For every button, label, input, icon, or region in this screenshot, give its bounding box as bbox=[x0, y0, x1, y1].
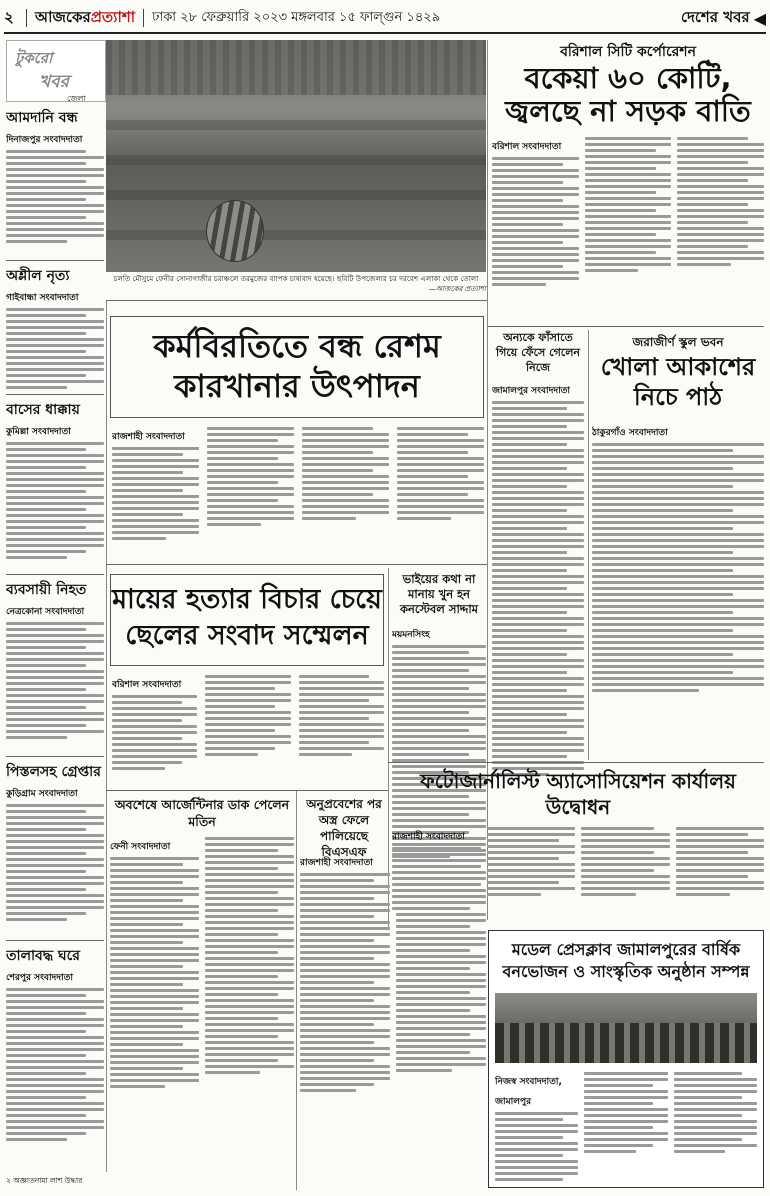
divider bbox=[488, 326, 764, 327]
brief-kicker: কুড়িগ্রাম সংবাদদাতা bbox=[6, 789, 78, 799]
divider bbox=[6, 260, 104, 261]
story-kicker: রাজশাহী সংবাদদাতা bbox=[112, 432, 185, 442]
school-tag: জরাজীর্ণ স্কুল ভবন bbox=[632, 335, 724, 349]
field-row bbox=[106, 230, 486, 240]
argentina-body bbox=[110, 834, 294, 1188]
logo-dark: আজকের bbox=[35, 7, 91, 26]
brief-headline: বাসের ধাক্কায় bbox=[6, 402, 80, 418]
date-line: ঢাকা ২৮ ফেব্রুয়ারি ২০২৩ মঙ্গলবার ১৫ ফাল্গুন ১৪২৯ bbox=[152, 9, 441, 25]
brief-item[interactable] bbox=[6, 578, 104, 752]
news-brief-box bbox=[6, 40, 106, 102]
divider bbox=[6, 756, 104, 757]
group-photo bbox=[495, 993, 757, 1063]
argentina-headline[interactable]: অবশেষে আর্জেন্টিনার ডাক পেলেন মতিন bbox=[114, 797, 290, 829]
press-club-box[interactable] bbox=[488, 930, 764, 1188]
barisal-headline[interactable]: বকেয়া ৬০ কোটি, জ্বলছে না সড়ক বাতি bbox=[505, 61, 751, 128]
photo-assoc-headline[interactable]: ফটোজার্নালিস্ট অ্যাসোসিয়েশন কার্যালয় উদ্বোধন bbox=[420, 769, 736, 819]
chevron-left-icon: ◀ bbox=[753, 8, 766, 28]
mother-body bbox=[112, 672, 384, 786]
masthead-divider bbox=[143, 9, 144, 27]
column-rule bbox=[588, 330, 589, 760]
brief-item[interactable] bbox=[6, 106, 104, 256]
brief-title-1: টুকরো bbox=[15, 49, 53, 67]
logo-red: প্রত্যাশা bbox=[90, 7, 136, 26]
newspaper-logo[interactable] bbox=[35, 6, 135, 31]
masthead-divider bbox=[26, 9, 27, 27]
photo-assoc-body bbox=[392, 824, 764, 926]
brief-kicker: গাইবান্ধা সংবাদদাতা bbox=[6, 293, 79, 303]
section-label[interactable] bbox=[681, 6, 766, 31]
field-row bbox=[106, 155, 486, 165]
photo-caption bbox=[106, 274, 486, 298]
brief-headline: আমদানি বন্ধ bbox=[6, 110, 78, 126]
press-club-body bbox=[495, 1069, 757, 1183]
photo-credit: —আজকের প্রত্যাশা bbox=[428, 284, 486, 293]
silk-body bbox=[112, 424, 484, 556]
trap-headline[interactable]: অন্যকে ফাঁসাতে গিয়ে ফেঁসে গেলেন নিজে bbox=[496, 331, 580, 374]
divider bbox=[106, 300, 487, 301]
school-headline[interactable]: খোলা আকাশের নিচে পাঠ bbox=[600, 353, 756, 411]
column-rule bbox=[296, 790, 297, 1190]
brief-item[interactable] bbox=[6, 760, 104, 936]
story-kicker: রাজশাহী সংবাদদাতা bbox=[392, 832, 465, 842]
field-row bbox=[106, 190, 486, 200]
divider bbox=[6, 394, 104, 395]
story-kicker: নিজস্ব সংবাদদাতা, জামালপুর bbox=[495, 1077, 562, 1107]
divider bbox=[388, 762, 764, 763]
story-kicker: বরিশাল সংবাদদাতা bbox=[112, 680, 182, 690]
divider bbox=[106, 564, 487, 565]
tree-line bbox=[106, 40, 486, 95]
column-rule bbox=[106, 300, 107, 1172]
barisal-tag: বরিশাল সিটি কর্পোরেশন bbox=[560, 44, 696, 60]
bsf-headline[interactable]: অনুপ্রবেশের পর অস্ত্র ফেলে পালিয়েছে বিএসএফ bbox=[306, 797, 382, 859]
story-kicker: ময়মনসিংহ bbox=[392, 630, 430, 640]
divider bbox=[106, 790, 388, 791]
brief-title-3: জেলা bbox=[67, 94, 86, 102]
press-club-headline: মডেল প্রেসক্লাব জামালপুরের বার্ষিক বনভোজন ও সাংস্কৃতিক অনুষ্ঠান সম্পন্ন bbox=[502, 940, 750, 981]
page-number: ২ bbox=[4, 7, 14, 26]
brief-item[interactable] bbox=[6, 398, 104, 570]
story-kicker: ফেনী সংবাদদাতা bbox=[110, 842, 171, 852]
constable-headline[interactable]: ভাইয়ের কথা না মানায় খুন হন কনস্টেবল সাদ্দাম bbox=[399, 572, 479, 616]
caption-text: চলতি মৌসুমে ফেনীর সোনাগাজীর চরাঞ্চলে তরমুজের ব্যাপক চাষাবাদ হয়েছে। ছবিটি উপজেলার চর দরবেশ এলাকা থেকে তোলা bbox=[113, 274, 479, 283]
story-kicker: ঠাকুরগাঁও সংবাদদাতা bbox=[592, 428, 668, 438]
watermelon bbox=[206, 200, 264, 262]
silk-headline[interactable]: কর্মবিরতিতে বন্ধ রেশম কারখানার উৎপাদন bbox=[153, 327, 441, 405]
barisal-body bbox=[492, 134, 764, 322]
story-kicker: জামালপুর সংবাদদাতা bbox=[492, 386, 571, 396]
group-people bbox=[495, 1023, 757, 1063]
story-kicker: রাজশাহী সংবাদদাতা bbox=[300, 858, 373, 868]
brief-headline: ব্যবসায়ী নিহত bbox=[6, 582, 87, 598]
brief-kicker: শেরপুর সংবাদদাতা bbox=[6, 973, 73, 983]
brief-headline: অশ্লীল নৃত্য bbox=[6, 268, 70, 284]
footer-brief: ২ অজ্ঞাতনামা লাশ উদ্ধার bbox=[6, 1176, 83, 1185]
brief-kicker: দিনাজপুর সংবাদদাতা bbox=[6, 135, 83, 145]
brief-headline: পিস্তলসহ গ্রেপ্তার bbox=[6, 764, 101, 780]
section-label-text: দেশের খবর bbox=[680, 7, 750, 26]
field-row bbox=[106, 120, 486, 130]
brief-kicker: নেত্রকোনা সংবাদদাতা bbox=[6, 607, 85, 617]
brief-kicker: কুমিল্লা সংবাদদাতা bbox=[6, 427, 71, 437]
story-kicker: বরিশাল সংবাদদাতা bbox=[492, 142, 562, 152]
divider bbox=[6, 574, 104, 575]
divider bbox=[6, 940, 104, 941]
mother-headline[interactable]: মায়ের হত্যার বিচার চেয়ে ছেলের সংবাদ সম্মেলন bbox=[112, 584, 382, 651]
brief-title-2: খবর bbox=[39, 72, 69, 92]
brief-item[interactable] bbox=[6, 944, 104, 1170]
brief-headline: তালাবদ্ধ ঘরে bbox=[6, 948, 80, 964]
masthead bbox=[4, 4, 766, 34]
brief-item[interactable] bbox=[6, 264, 104, 392]
watermelon-field-photo[interactable] bbox=[106, 40, 486, 272]
school-body bbox=[592, 420, 764, 760]
